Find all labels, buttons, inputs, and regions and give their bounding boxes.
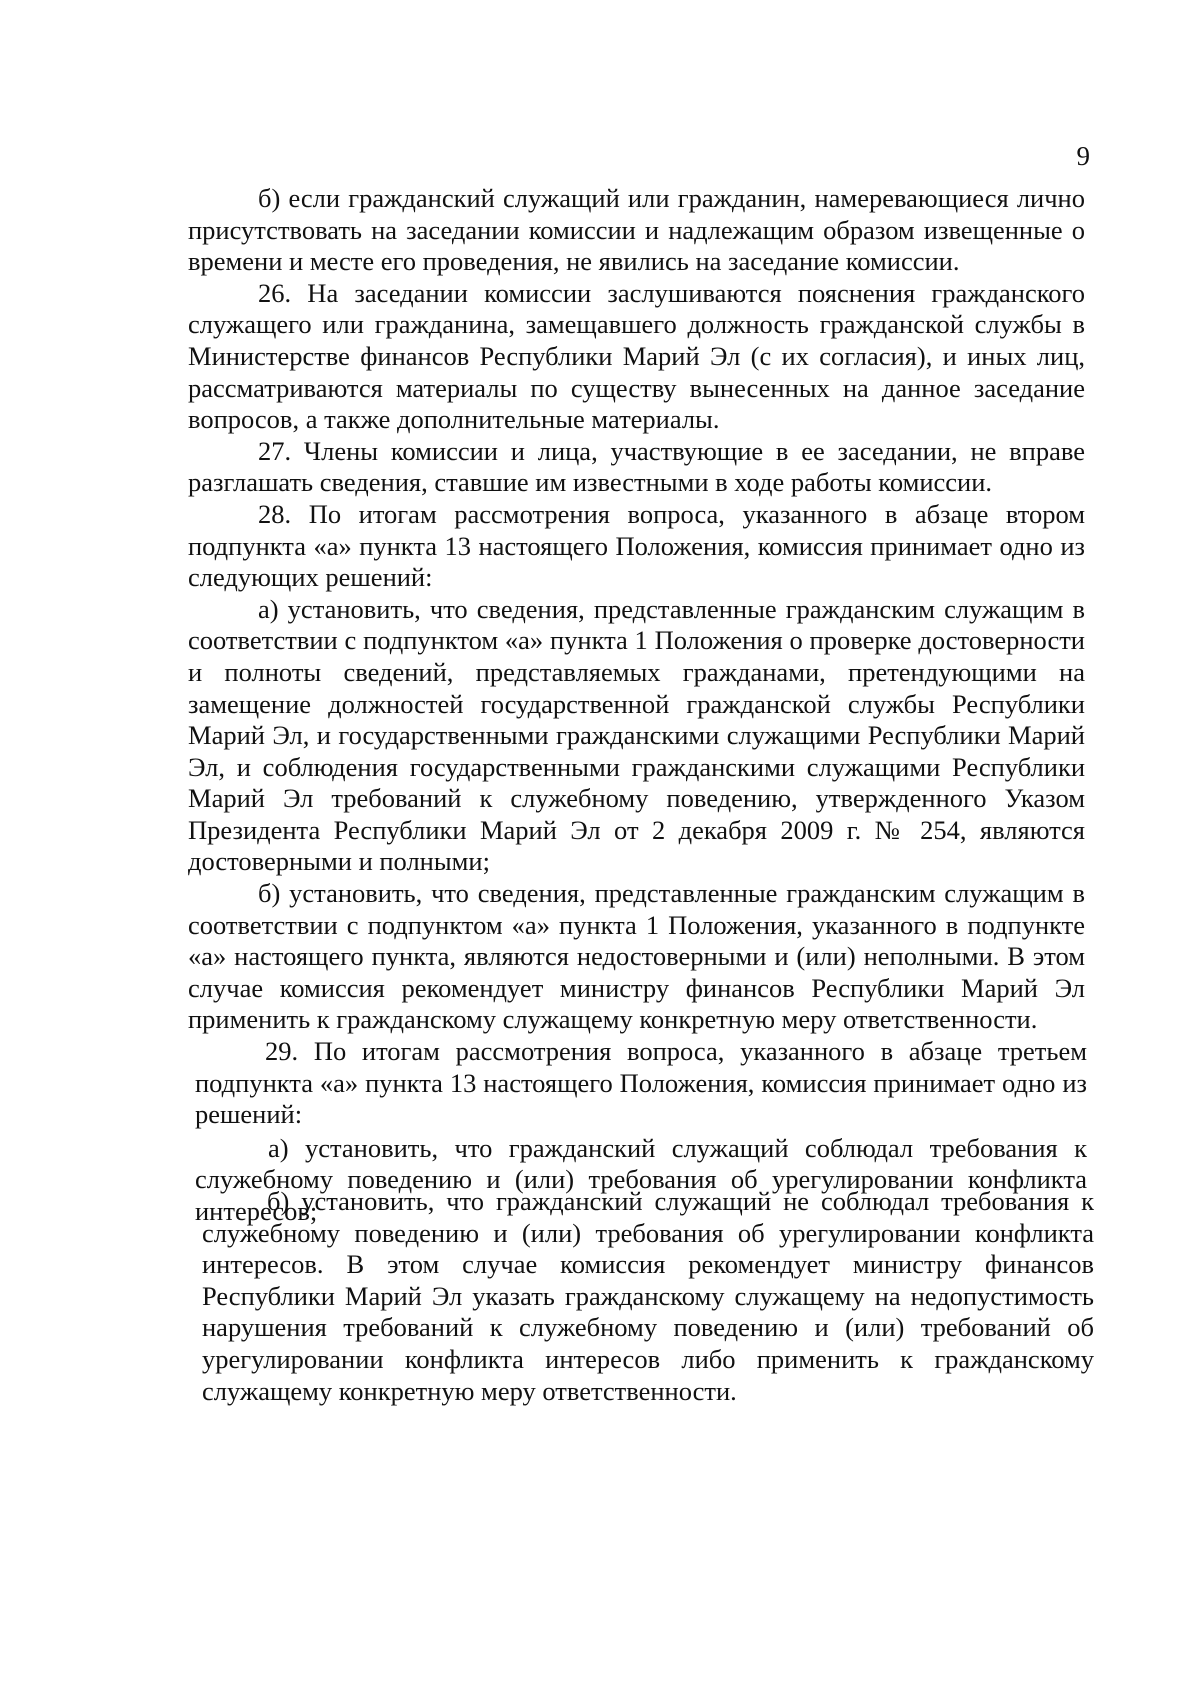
- paragraph-28: 28. По итогам рассмотрения вопроса, указанного в абзаце втором подпункта «а» пункта 13 настоящего Положения, комиссия принимает одно из следующих решений:: [188, 498, 1085, 593]
- paragraph-26: 26. На заседании комиссии заслушиваются пояснения гражданского служащего или гражданина, замещавшего должность гражданской службы в Министерстве финансов Республики Марий Эл (с их согласия), и иных лиц, рассматриваются материалы по существу вынесенных на данное заседание вопросов, а также дополнительные материалы.: [188, 277, 1085, 435]
- paragraph-25-b: б) если гражданский служащий или гражданин, намеревающиеся лично присутствовать на заседании комиссии и надлежащим образом извещенные о времени и месте его проведения, не явились на заседание комиссии.: [188, 183, 1085, 277]
- paragraph-29-b: б) установить, что гражданский служащий не соблюдал требования к служебному поведению и (или) требования об урегулировании конфликта интересов. В этом случае комиссия рекомендует министру финансов Республики Марий Эл указать гражданскому служащему на недопустимость нарушения требований к служебному поведению и (или) требований об урегулировании конфликта интересов либо применить к гражданскому служащему конкретную меру ответственности.: [202, 1186, 1094, 1406]
- paragraph-29: 29. По итогам рассмотрения вопроса, указанного в абзаце третьем подпункта «а» пункта 13 настоящего Положения, комиссия принимает одно из решений:: [195, 1036, 1087, 1130]
- text-block-lower: [202, 1186, 1094, 1407]
- paragraph-28-b: б) установить, что сведения, представленные гражданским служащим в соответствии с подпунктом «а» пункта 1 Положения, указанного в подпункте «а» настоящего пункта, являются недостоверными и (или) неполными. В этом случае комиссия рекомендует министру финансов Республики Марий Эл применить к гражданскому служащему конкретную меру ответственности.: [188, 878, 1085, 1035]
- paragraph-29-a: а) установить, что гражданский служащий соблюдал требования к служебному поведению и (или) требования об урегулировании конфликта интересов;: [195, 1132, 1087, 1226]
- paragraph-28-a: а) установить, что сведения, представленные гражданским служащим в соответствии с подпунктом «а» пункта 1 Положения о проверке достоверности и полноты сведений, представляемых гражданами, претендующими на замещение должностей государственной гражданской службы Республики Марий Эл, и государственными гражданскими служащими Республики Марий Эл, и соблюдения государственными гражданскими служащими Республики Марий Эл требований к служебному поведению, утвержденного Указом Президента Республики Марий Эл от 2 декабря 2009 г. № 254, являются достоверными и полными;: [188, 593, 1085, 877]
- page-number: 9: [1076, 141, 1090, 171]
- text-block-upper: [188, 183, 1085, 1036]
- paragraph-27: 27. Члены комиссии и лица, участвующие в ее заседании, не вправе разглашать сведения, ставшие им известными в ходе работы комиссии.: [188, 435, 1085, 498]
